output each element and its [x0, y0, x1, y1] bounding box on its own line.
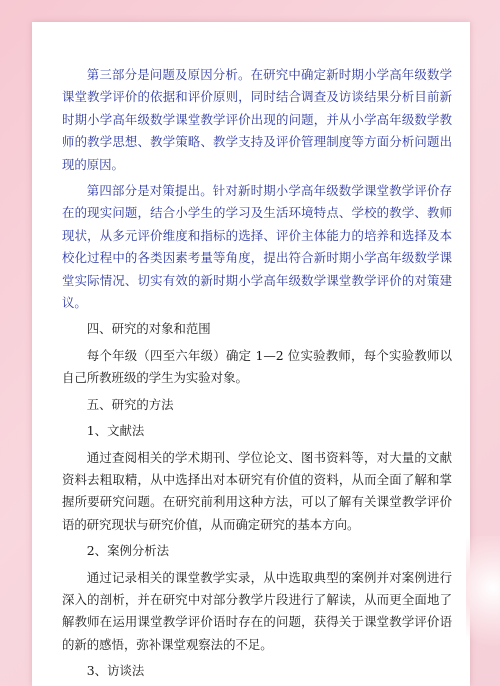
heading-interview-method: 3、访谈法 — [86, 663, 145, 679]
document-page — [32, 22, 470, 686]
heading-case-analysis: 2、案例分析法 — [86, 543, 170, 559]
paragraph-research-scope: 每个年级（四至六年级）确定 1—2 位实验教师，每个实验教师以自己所教班级的学生为实验对象。 — [62, 347, 452, 386]
heading-research-methods: 五、研究的方法 — [86, 396, 174, 412]
heading-literature-method: 1、文献法 — [86, 423, 145, 439]
heading-research-scope: 四、研究的对象和范围 — [86, 321, 211, 337]
paragraph-case-analysis: 通过记录相关的课堂教学实录，从中选取典型的案例并对案例进行深入的剖析，并在研究中对部分教学片段进行了解读，从而更全面地了解教师在运用课堂教学评价语时存在的问题，获得关于课堂教学评价语的新的感悟，弥补课堂观察法的不足。 — [62, 569, 452, 652]
paragraph-literature-method: 通过查阅相关的学术期刊、学位论文、图书资料等，对大量的文献资料去粗取精，从中选择出对本研究有价值的资料，从而全面了解和掌握所要研究问题。在研究前利用这种方法，可以了解有关课堂教学评价语的研究现状与研究价值，从而确定研究的基本方向。 — [62, 449, 452, 532]
document-body — [62, 64, 452, 683]
decorative-flower — [466, 536, 500, 666]
paragraph-part-four: 第四部分是对策提出。针对新时期小学高年级数学课堂教学评价存在的现实问题，结合小学生的学习及生活环境特点、学校的教学、教师现状，从多元评价维度和指标的选择、评价主体能力的培养和选择及本校化过程中的各类因素考量等角度，提出符合新时期小学高年级数学课堂实际情况、切实有效的新时期小学高年级数学课堂教学评价的对策建议。 — [62, 183, 452, 311]
paragraph-part-three: 第三部分是问题及原因分析。在研究中确定新时期小学高年级数学课堂教学评价的依据和评价原则，同时结合调查及访谈结果分析目前新时期小学高年级数学课堂教学评价出现的问题，并从小学高年级数学教师的教学思想、教学策略、教学支持及评价管理制度等方面分析问题出现的原因。 — [62, 67, 452, 172]
